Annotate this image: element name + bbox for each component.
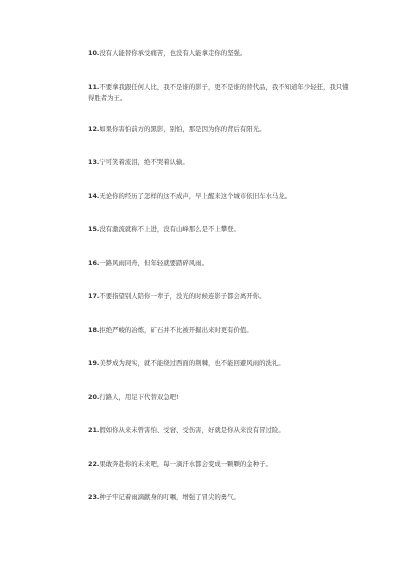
quote-item-15 — [88, 224, 354, 235]
quote-number: 22. — [88, 459, 100, 468]
quote-text: 种子牢记着雨滴献身的叮嘱，增强了冒尖的勇气。 — [99, 493, 240, 501]
quote-item-11 — [88, 82, 354, 104]
quote-text: 没有人能替你承受痛苦，也没有人能拿走你的坚强。 — [99, 49, 247, 57]
quote-number: 12. — [88, 124, 100, 133]
quote-number: 20. — [88, 392, 100, 401]
quote-number: 10. — [88, 49, 100, 57]
quote-item-23 — [88, 492, 354, 503]
quote-item-20 — [88, 392, 354, 403]
quote-text: 宁可笑着流泪，绝不哭着认输。 — [99, 158, 189, 166]
quote-text: 果敢奔赴你的未来吧，每一滴汗水都会变成一颗颗的金种子。 — [99, 459, 272, 468]
quote-number: 17. — [88, 292, 100, 300]
quote-text: 不要指望别人陪你一辈子，没光的时候连影子都会离开你。 — [99, 292, 266, 300]
quote-item-16 — [88, 258, 354, 269]
quote-text: 假如你从来未曾害怕、受窘、受伤害，好就是你从来没有冒过险。 — [99, 426, 285, 434]
quote-number: 13. — [88, 158, 100, 166]
quote-text: 不要拿我跟任何人比，我不是谁的影子，更不是谁的替代品，我不知道年少轻狂，我只懂得胜者为王。 — [88, 82, 349, 102]
quote-text: 一路风雨同舟，但年轻就要踏碎风雨。 — [99, 258, 208, 267]
quote-item-12 — [88, 124, 354, 135]
quote-text: 如果你害怕前方的黑影，别怕，那是因为你的背后有阳光。 — [99, 124, 266, 133]
quote-item-18 — [88, 325, 354, 336]
quote-item-14 — [88, 191, 354, 202]
quote-item-13 — [88, 157, 354, 168]
quote-number: 21. — [88, 426, 100, 434]
quote-item-22 — [88, 459, 354, 470]
quote-number: 16. — [88, 258, 100, 267]
quote-item-10 — [88, 48, 354, 59]
quote-text: 无论你的经历了怎样的这不成声，早上醒来这个城市依旧车水马龙。 — [99, 191, 292, 200]
quote-text: 美梦成为现实，就不能绕过西面的荆棘，也不能回避风雨的洗礼。 — [99, 359, 285, 367]
quote-text: 拒绝严峻的冶炼，矿石并不比被开掘出来时更有价值。 — [99, 325, 253, 334]
quote-number: 18. — [88, 325, 100, 334]
quote-text: 行路人，用足下代替双急吧! — [99, 392, 179, 401]
quote-number: 14. — [88, 191, 100, 200]
quote-item-21 — [88, 425, 354, 436]
quote-number: 11. — [88, 82, 100, 91]
quote-text: 没有激流就称不上进，没有山峰那么是不上攀登。 — [99, 225, 240, 233]
quote-item-17 — [88, 291, 354, 302]
quote-number: 19. — [88, 359, 100, 367]
quote-item-19 — [88, 358, 354, 369]
quote-number: 23. — [88, 493, 100, 501]
quote-number: 15. — [88, 225, 100, 233]
